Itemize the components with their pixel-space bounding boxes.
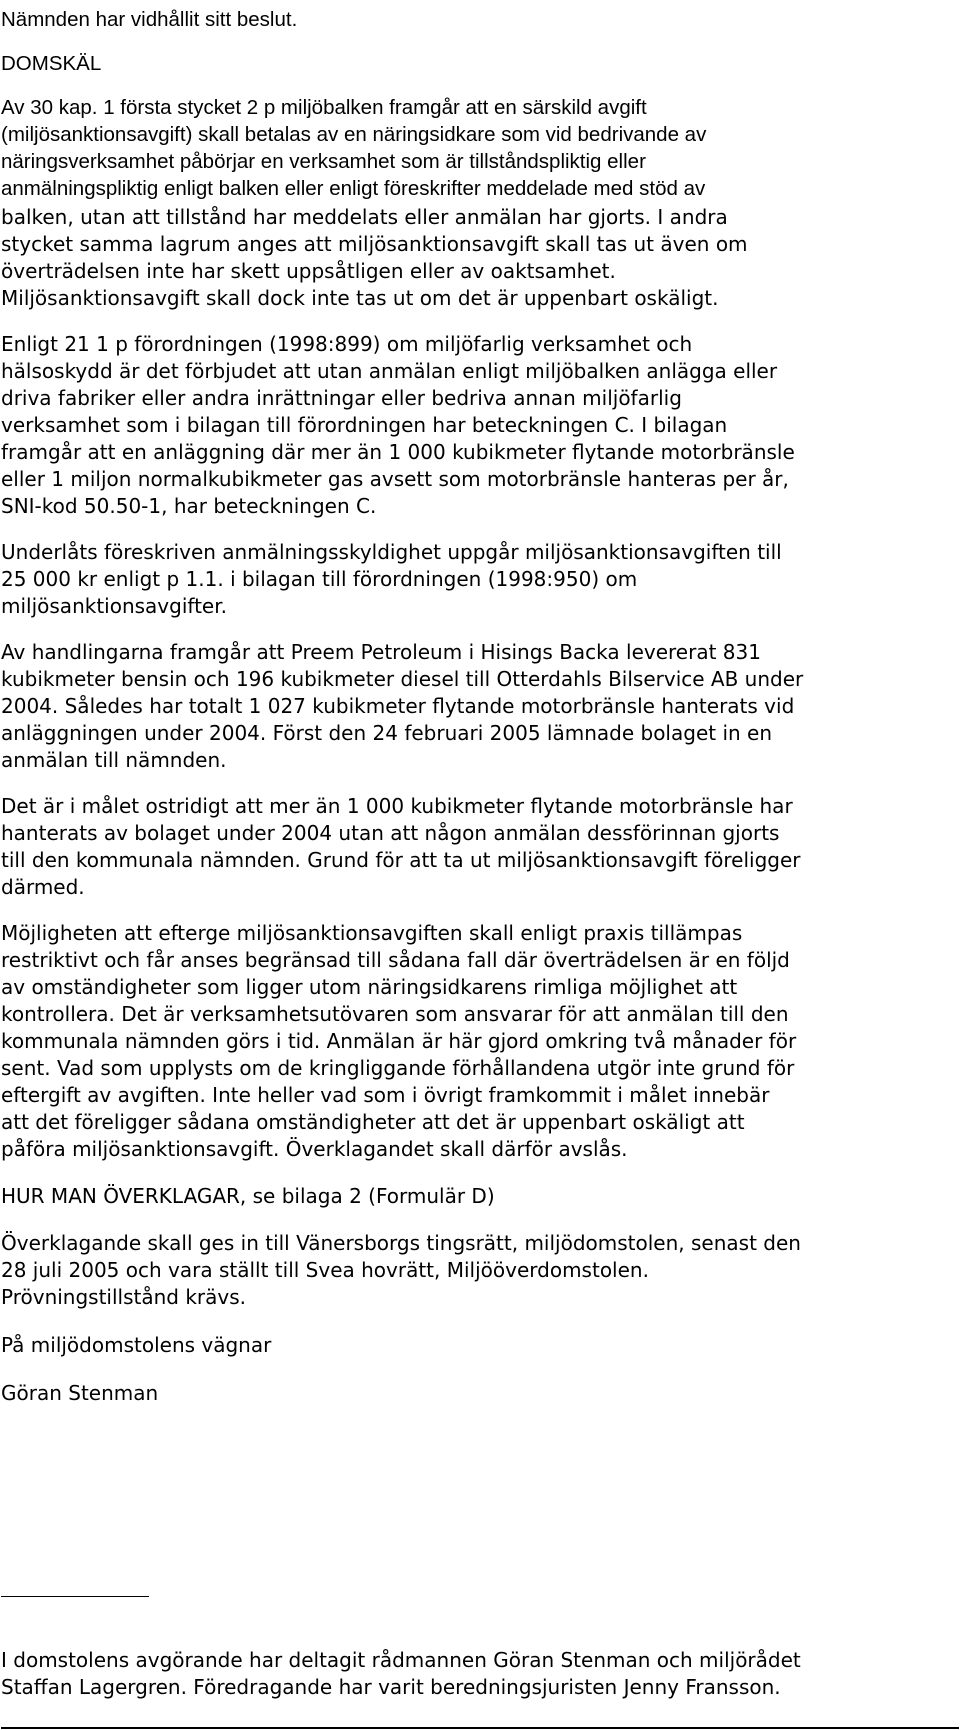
paragraph-line: Prövningstillstånd krävs. xyxy=(1,1285,247,1309)
appeal-heading: HUR MAN ÖVERKLAGAR, se bilaga 2 (Formulär D) xyxy=(1,1184,495,1208)
paragraph-line: driva fabriker eller andra inrättningar eller bedriva annan miljöfarlig xyxy=(1,386,682,410)
paragraph-line: kommunala nämnden görs i tid. Anmälan är här gjord omkring två månader för xyxy=(1,1029,797,1053)
paragraph-line: 2004. Således har totalt 1 027 kubikmeter flytande motorbränsle hanterats vid xyxy=(1,694,795,718)
paragraph-line: 28 juli 2005 och vara ställt till Svea hovrätt, Miljööverdomstolen. xyxy=(1,1258,649,1282)
paragraph-line: stycket samma lagrum anges att miljösanktionsavgift skall tas ut även om xyxy=(1,232,748,256)
paragraph-line: Enligt 21 1 p förordningen (1998:899) om miljöfarlig verksamhet och xyxy=(1,332,693,356)
paragraph-line: Miljösanktionsavgift skall dock inte tas ut om det är uppenbart oskäligt. xyxy=(1,286,719,310)
paragraph-line: verksamhet som i bilagan till förordningen har beteckningen C. I bilagan xyxy=(1,413,728,437)
paragraph-line: anmälningspliktig enligt balken eller enligt föreskrifter meddelade med stöd av xyxy=(1,177,706,200)
paragraph-line: Överklagande skall ges in till Vänersborgs tingsrätt, miljödomstolen, senast den xyxy=(1,1231,801,1255)
paragraph-line: miljösanktionsavgifter. xyxy=(1,594,227,618)
paragraph-line: överträdelsen inte har skett uppsåtligen eller av oaktsamhet. xyxy=(1,259,616,283)
page-bottom-rule xyxy=(1,1727,959,1729)
footnote-line: Staffan Lagergren. Föredragande har varit beredningsjuristen Jenny Fransson. xyxy=(1,1675,781,1699)
paragraph-line: 25 000 kr enligt p 1.1. i bilagan till förordningen (1998:950) om xyxy=(1,567,638,591)
paragraph-line: näringsverksamhet påbörjar en verksamhet som är tillståndspliktig eller xyxy=(1,150,646,173)
paragraph-line: framgår att en anläggning där mer än 1 000 kubikmeter flytande motorbränsle xyxy=(1,440,795,464)
paragraph-line: hanterats av bolaget under 2004 utan att någon anmälan dessförinnan gjorts xyxy=(1,821,780,845)
paragraph-line: hälsoskydd är det förbjudet att utan anmälan enligt miljöbalken anlägga eller xyxy=(1,359,778,383)
paragraph-line: eftergift av avgiften. Inte heller vad som i övrigt framkommit i målet innebär xyxy=(1,1083,770,1107)
paragraph-line: Av 30 kap. 1 första stycket 2 p miljöbalken framgår att en särskild avgift xyxy=(1,96,647,119)
signature-on-behalf: På miljödomstolens vägnar xyxy=(1,1333,272,1357)
section-heading-domskal: DOMSKÄL xyxy=(1,52,102,75)
paragraph-line: (miljösanktionsavgift) skall betalas av en näringsidkare som vid bedrivande av xyxy=(1,123,707,146)
paragraph-line: SNI-kod 50.50-1, har beteckningen C. xyxy=(1,494,377,518)
paragraph-line: anläggningen under 2004. Först den 24 februari 2005 lämnade bolaget in en xyxy=(1,721,773,745)
footnote-line: I domstolens avgörande har deltagit rådmannen Göran Stenman och miljörådet xyxy=(1,1648,801,1672)
paragraph-line: Underlåts föreskriven anmälningsskyldighet uppgår miljösanktionsavgiften till xyxy=(1,540,782,564)
paragraph-line: restriktivt och får anses begränsad till sådana fall där överträdelsen är en följd xyxy=(1,948,790,972)
paragraph-line: att det föreligger sådana omständigheter att det är uppenbart oskäligt att xyxy=(1,1110,745,1134)
paragraph-line: kontrollera. Det är verksamhetsutövaren som ansvarar för att anmälan till den xyxy=(1,1002,789,1026)
paragraph-line: till den kommunala nämnden. Grund för att ta ut miljösanktionsavgift föreligger xyxy=(1,848,801,872)
paragraph-line: därmed. xyxy=(1,875,85,899)
paragraph-line: eller 1 miljon normalkubikmeter gas avsett som motorbränsle hanteras per år, xyxy=(1,467,789,491)
decision-text: Nämnden har vidhållit sitt beslut. xyxy=(1,8,298,31)
paragraph-line: sent. Vad som upplysts om de kringliggande förhållandena utgör inte grund för xyxy=(1,1056,795,1080)
paragraph-line: påföra miljösanktionsavgift. Överklagandet skall därför avslås. xyxy=(1,1137,628,1161)
paragraph-line: av omständigheter som ligger utom näringsidkarens rimliga möjlighet att xyxy=(1,975,738,999)
paragraph-line: anmälan till nämnden. xyxy=(1,748,227,772)
paragraph-line: balken, utan att tillstånd har meddelats eller anmälan har gjorts. I andra xyxy=(1,205,728,229)
signature-name: Göran Stenman xyxy=(1,1381,159,1405)
paragraph-line: kubikmeter bensin och 196 kubikmeter diesel till Otterdahls Bilservice AB under xyxy=(1,667,804,691)
footnote-separator xyxy=(1,1596,149,1597)
paragraph-line: Möjligheten att efterge miljösanktionsavgiften skall enligt praxis tillämpas xyxy=(1,921,743,945)
paragraph-line: Av handlingarna framgår att Preem Petroleum i Hisings Backa levererat 831 xyxy=(1,640,761,664)
paragraph-line: Det är i målet ostridigt att mer än 1 000 kubikmeter flytande motorbränsle har xyxy=(1,794,793,818)
